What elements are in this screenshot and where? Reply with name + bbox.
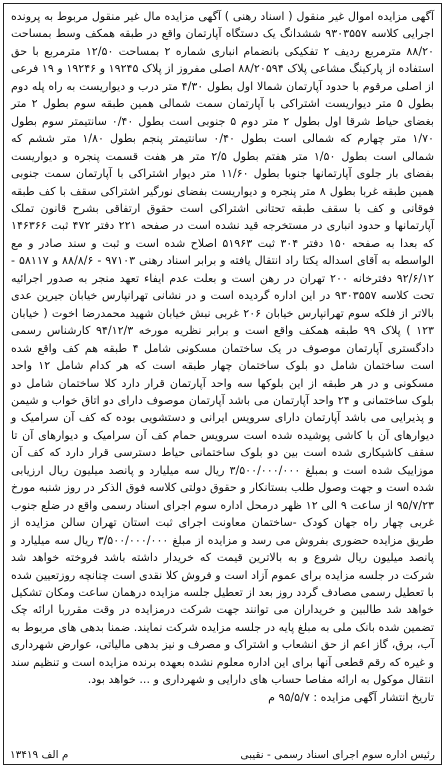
notice-footer [4, 749, 441, 761]
publish-date-line: تاریخ انتشار آگهی مزایده : ۹۵/۵/۷ م [268, 690, 434, 704]
ref-number: م الف ۱۳۴۱۹ [10, 749, 69, 761]
auction-notice [3, 3, 442, 765]
signatory-line: رئیس اداره سوم اجرای اسناد رسمی - نقیبی [240, 749, 435, 761]
notice-body-text: آگهی مزایده اموال غیر منقول ( اسناد رهنی ) آگهی مزایده مال غیر منقول مربوط به پرونده اجرایی کلاسه ۹۳۰۳۵۵۷ ششدانگ یک دستگاه آپارتمان واقع در طبقه همکف وسط بمساحت ۸۸/۲۰ مترمربع ردیف ۲ تفکیکی بانضمام انباری شماره ۲ بمساحت ۱۲/۵۰ مترمربع با حق استفاده از پارکینگ مشاعی پلاک ۸۸/۲۰۵۹۴ اصلی مفروز از پلاک ۱۹۲۴۵ و ۱۹۲۴۶ و ۱۹ فرعی از اصلی مرقوم با حدود آپارتمان شمالا اول بطول ۴/۳۰ متر درب و دیواریست به راه پله دوم بطول ۵ متر دیواریست اشتراکی با آپارتمان سمت شمالی همین طبقه سوم بطول ۲ متر بغضای حیاط شرقا اول بطول ۲ متر دوم ۵ جنوبی است بطول ۰/۴۰ سانتیمتر سوم بطول ۱/۷۰ متر چهارم که شمالی است بطول ۰/۴۰ سانتیمتر پنجم بطول ۱/۸۰ متر ششم که شمالی است بطول ۱/۵۰ متر هفتم بطول ۲/۵ متر هر هفت قسمت پنجره و دیواریست بفضای بار جلوی آپارتمانها جنوبا بطول ۱۱/۶۰ متر دیوار اشتراکی با آپارتمان سمت جنوبی همین طبقه غربا بطول ۸ متر پنجره و دیواریست بفضای نورگیر اشتراکی سقف با کف طبقه فوقانی و کف با سقف طبقه تحتانی اشتراکی است حقوق ارتفاقی بشرح قانون تملک آپارتمانها و حدود انباری در مستخرجه قید نشده است در صفحه ۲۲۱ دفتر ۴۷۲ ثبت ۱۴۶۳۶۶ که بعدا به صفحه ۱۵۰ دفتر ۳۰۴ ثبت ۵۱۹۶۳ اصلاح شده است و ثبت و سند صادر و مع الواسطه به آقای اسداله یکتا راد انتقال یافته و برابر اسناد رهنی ۹۷۱۰۳ - ۸۸/۸/۶ و ۵۸۱۱۷ - ۹۲/۶/۱۲ دفترخانه ۲۰۰ تهران در رهن است و بعلت عدم ایفاء تعهد منجر به صدور اجرائیه تحت کلاسه ۹۳۰۳۵۵۷ در این اداره گردیده است و در نشانی تهرانپارس خیابان جیرین عدی بالاتر از فلکه سوم تهرانپارس خیابان ۲۰۶ غربی نبش خیابان شهید محمدرضا اخوت ( خیابان ۱۲۳ ) پلاک ۹۹ طبقه همکف واقع است و برابر نظریه مورخه ۹۴/۱۲/۳ کارشناس رسمی دادگستری آپارتمان موصوف در یک ساختمان مسکونی شامل ۴ طبقه هم کف واقع شده است ساختمان شامل دو بلوک ساختمان چهار طبقه است که هر کدام شامل ۱۲ واحد مسکونی و در هر طبقه از این بلوکها سه واحد آپارتمان قرار دارد کلا ساختمان شامل دو بلوک ساختمانی و ۲۴ واحد آپارتمان می باشد آپارتمان موصوف دارای دو اتاق خواب و شیمن و پذیرایی می باشد آپارتمان دارای سرویس ایرانی و دستشویی بوده که کف آن سرامیک و دیوارهای آن با کاشی پوشیده شده است سرویس حمام کف آن سرامیک و دیوارهای آن تا سقف کاشیکاری شده است بین دو بلوک ساختمانی حیاط دسترسی قرار دارد که کف آن موزاییک شده است و بمبلغ ۳/۵۰۰/۰۰۰/۰۰۰ ریال سه میلیارد و پانصد میلیون ریال ارزیابی شده است و جهت وصول طلب بستانکار و حقوق دولتی کلاسه فوق الذکر در روز شنبه مورخ ۹۵/۷/۲۳ از ساعت ۹ الی ۱۲ ظهر درمحل اداره سوم اجرای اسناد رسمی واقع در ضلع جنوب غربی چهار راه جهان کودک -ساختمان معاونت اجرای ثبت استان تهران سالن مزایده از طریق مزایده حضوری بفروش می رسد و مزایده از مبلغ ۳/۵۰۰/۰۰۰/۰۰۰ ریال سه میلیارد و پانصد میلیون ریال شروع و به بالاترین قیمت که خریدار داشته باشد فروخته خواهد شد شرکت در جلسه مزایده برای عموم آزاد است و فروش کلا نقدی است چنانچه روزتعیین شده با تعطیل رسمی مصادف گردد روز بعد از تعطیل جلسه مزایده درهمان ساعت ومکان تشکیل خواهد شد طالبین و خریداران می توانند جهت شرکت درمزایده در وقت مقرربا ارائه چک تضمین شده بانک ملی به مبلغ پایه در جلسه مزایده شرکت نمایند. ضمنا بدهی های مربوط به آب، برق، گاز اعم از حق انشعاب و اشتراک و مصرف و نیز بدهی مالیاتی، عوارض شهرداری و غیره که رقم قطعی آنها برای این اداره معلوم نشده بعهده برنده مزایده است و تنظیم سند انتقال موکول به ارائه مفاصا حساب های دارایی و شهرداری و ... خواهد بود. [11, 10, 435, 687]
